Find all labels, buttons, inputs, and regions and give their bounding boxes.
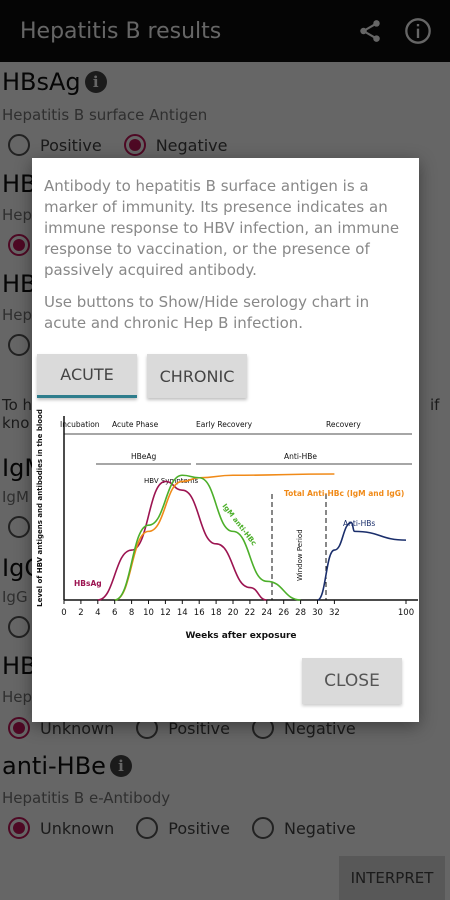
y-axis-label: Level of HBV antigens and antibodies in the blood	[36, 409, 44, 607]
x-tick-label: 32	[328, 608, 340, 618]
serology-chart	[36, 409, 418, 648]
range-label: Anti-HBe	[284, 452, 318, 461]
x-tick-label: 28	[295, 608, 307, 618]
x-tick-label: 24	[261, 608, 273, 618]
x-tick-label: 4	[95, 608, 101, 618]
series-line	[98, 481, 267, 600]
symptoms-annotation: HBV Symptoms	[144, 477, 199, 485]
series-line	[318, 523, 407, 600]
close-button[interactable]: CLOSE	[302, 658, 402, 704]
phase-label: Early Recovery	[196, 420, 253, 429]
window-period-label: Window Period	[296, 529, 304, 581]
x-axis-label: Weeks after exposure	[185, 631, 297, 641]
series-label-igm-anti-hbc: IgM anti-HBc	[220, 502, 258, 548]
chronic-button[interactable]: CHRONIC	[147, 354, 247, 398]
x-tick-label: 16	[193, 608, 205, 618]
range-label: HBeAg	[131, 452, 157, 461]
x-tick-label: 6	[111, 608, 118, 618]
x-tick-label: 10	[143, 608, 154, 618]
phase-label: Recovery	[326, 420, 361, 429]
x-tick-label: 18	[210, 608, 222, 618]
tick-layer	[61, 600, 414, 618]
phase-label: Incubation	[60, 420, 100, 429]
info-dialog	[32, 158, 419, 722]
x-tick-label: 22	[244, 608, 256, 618]
x-tick-label: 2	[78, 608, 84, 618]
x-tick-label: 8	[128, 608, 135, 618]
series-labels	[74, 489, 404, 588]
x-tick-label: 30	[312, 608, 323, 618]
dialog-instructions: Use buttons to Show/Hide serology chart in acute and chronic Hep B infection.	[44, 293, 370, 332]
series-label-total-anti-hbc: Total Anti-HBc (IgM and IgG)	[284, 489, 405, 498]
x-tick-label: 0	[61, 608, 67, 618]
acute-button[interactable]: ACUTE	[37, 354, 137, 398]
x-tick-label: 20	[227, 608, 239, 618]
x-tick-label: 12	[159, 608, 171, 618]
x-tick-label: 14	[176, 608, 188, 618]
x-tick-label: 26	[278, 608, 290, 618]
dialog-description: Antibody to hepatitis B surface antigen is a marker of immunity. Its presence indicates an immune response to HBV infection, an immune response to vaccination, or the presence of passively acquired antibody.	[44, 177, 400, 279]
series-label-anti-hbs: Anti-HBs	[343, 519, 376, 528]
phase-label: Acute Phase	[112, 420, 159, 429]
x-tick-label: 100	[397, 608, 415, 618]
series-label-hbsag: HBsAg	[74, 579, 102, 588]
